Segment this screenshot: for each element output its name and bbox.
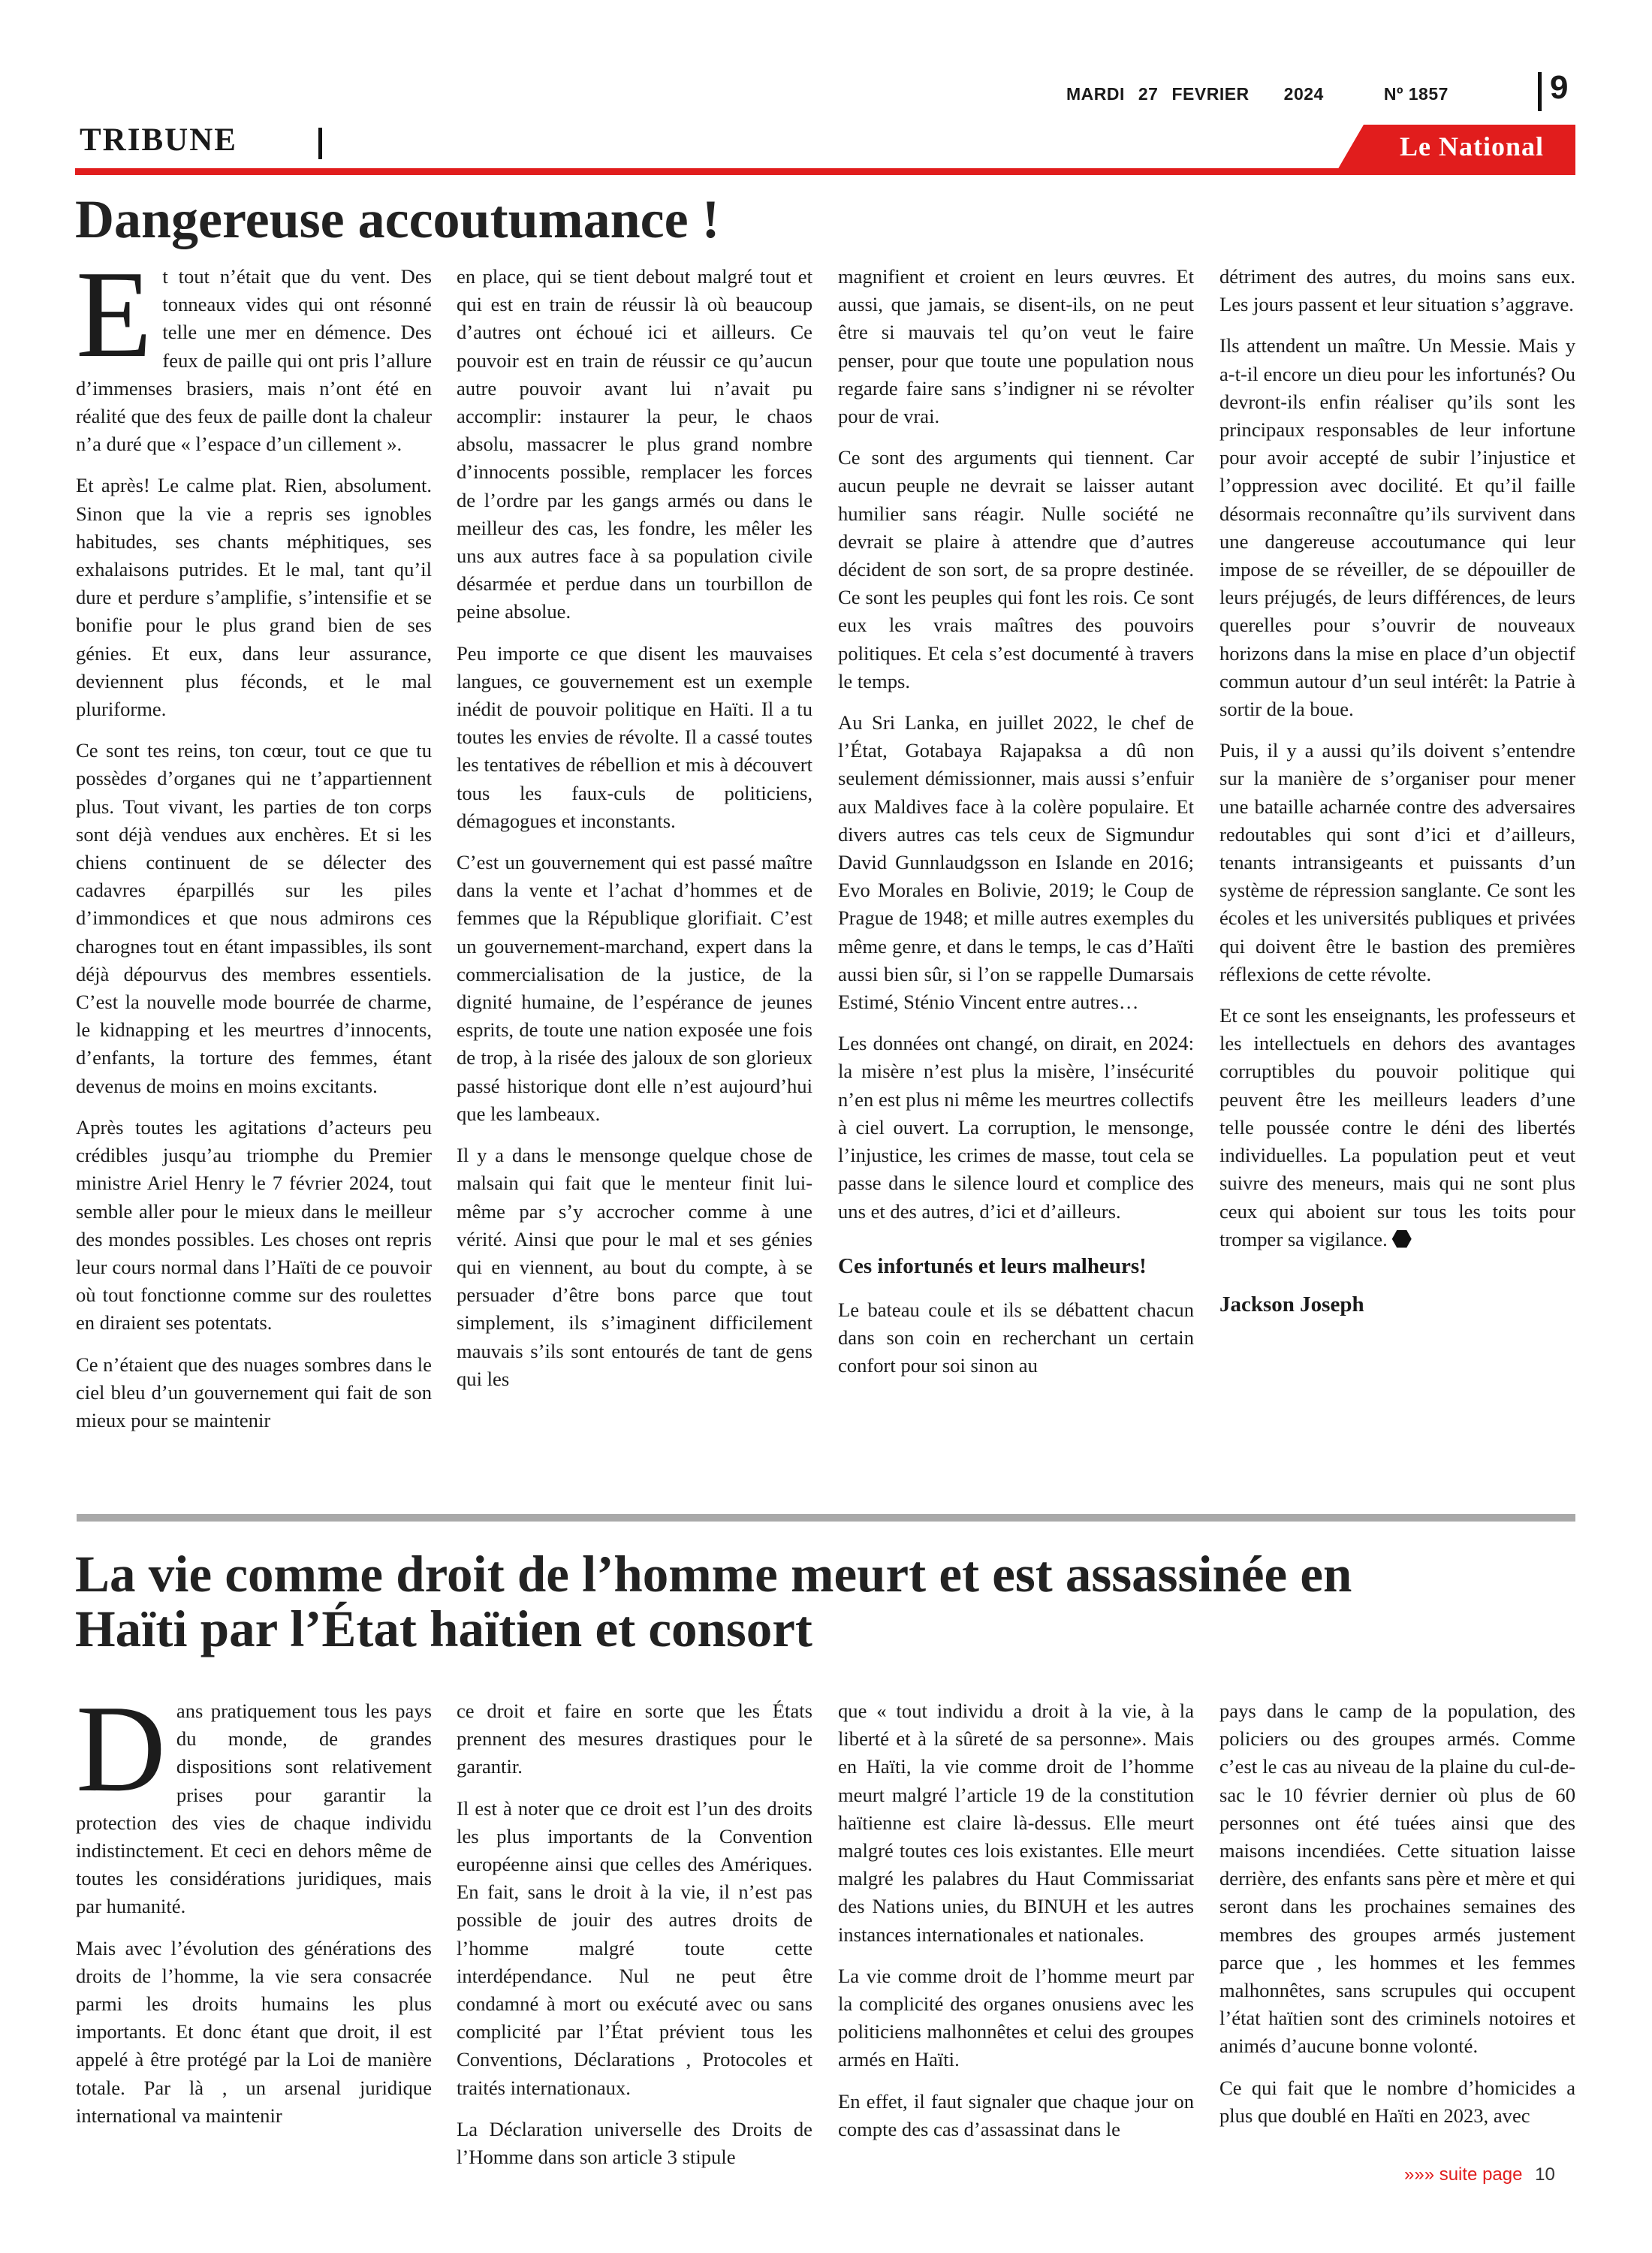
end-mark-icon [1392,1229,1412,1249]
paragraph: Après toutes les agitations d’acteurs peu crédibles jusqu’au triomphe du Premier ministre Ariel Henry le 7 février 2024, tout semble aller pour le mieux dans le meilleur des mondes possibles. Les choses ont repris leur cours normal dans l’Haïti de ce pouvoir où tout fonctionne comme sur des roulettes en diraient ses potentats. [76,1115,432,1335]
subheading: Ces infortunés et leurs malheurs! [838,1253,1147,1278]
paragraph: que « tout individu a droit à la vie, à la liberté et à la sûreté de sa personne». Mais en Haïti, la vie comme droit de l’homme meurt malgré l’article 19 de la constitution haïtienne est claire là-dessus. Elle meurt malgré toutes ces lois existantes. Elle meurt malgré les palabres du Haut Commissariat des Nations unies, du BINUH et les autres instances internationales et nationales. [838,1700,1194,1946]
paragraph: La Déclaration universelle des Droits de l’Homme dans son article 3 stipule [457,2117,812,2169]
section-divider [318,128,322,159]
article-column-4 [1219,1697,1575,2143]
article-column-4 [1219,263,1575,1319]
issue-number: Nº 1857 [1383,84,1449,104]
issue-day: MARDI [1066,84,1125,104]
article-separator [77,1514,1575,1522]
article-column-2 [457,1697,812,2185]
paragraph: Ce qui fait que le nombre d’homicides a plus que doublé en Haïti en 2023, avec [1219,2076,1575,2127]
paragraph: Ce sont tes reins, ton cœur, tout ce que tu possèdes d’organes qui ne t’appartiennent plus. Tout vivant, les parties de ton corps sont déjà vendues aux enchères. Et si les chiens continuent de se délecter des cadavres éparpillés sur les piles d’immondices et que nous admirons ces charognes tout en étant impassibles, ils sont déjà dépourvus des membres essentiels. C’est la nouvelle mode bourrée de charme, le kidnapping et les meurtres d’innocents, d’enfants, la torture des femmes, étant devenus de moins en moins excitants. [76,739,432,1097]
article-column-1 [76,1679,432,2143]
page-number-divider [1538,72,1542,111]
paragraph: Il est à noter que ce droit est l’un des droits les plus importants de la Convention européenne ainsi que celles des Amériques. En fait, sans le droit à la vie, il n’est pas possible de jouir des autres droits de l’homme malgré toute cette interdépendance. Nul ne peut être condamné à mort ou exécuté avec ou sans complicité par l’État prévient tous les Conventions, Déclarations , Protocoles et traités internationaux. [457,1796,812,2099]
author-byline: Jackson Joseph [1219,1292,1364,1317]
paragraph: Mais avec l’évolution des générations des droits de l’homme, la vie sera consacrée parmi les droits humains les plus importants. Et donc étant que droit, il est appelé à être protégé par la Loi de manière totale. Par là , un arsenal juridique international va maintenir [76,1936,432,2127]
brand-name: Le National [1399,131,1544,161]
paragraph: détriment des autres, du moins sans eux. Les jours passent et leur situation s’aggrave. [1219,265,1575,316]
continued-label: »»» suite page [1404,2164,1523,2185]
paragraph: Puis, il y a aussi qu’ils doivent s’entendre sur la manière de s’organiser pour mener une bataille acharnée contre des adversaires redoutables qui sont d’ici et d’ailleurs, tenants intransigeants et puissants d’un système de répression sanglante. Ce sont les écoles et les universités publiques et privées qui doivent être le bastion des premières réflexions de cette révolte. [1219,739,1575,985]
issue-meta [1066,84,1449,104]
paragraph-last [1219,1002,1575,1253]
title-line: Haïti par l’État haïtien et consort [75,1600,812,1658]
issue-date-number: 27 [1138,84,1159,104]
article-column-3 [838,1697,1194,2157]
paragraph: La vie comme droit de l’homme meurt par la complicité des organes onusiens avec les politiciens malhonnêtes et celui des groupes armés en Haïti. [838,1964,1194,2071]
paragraph: Il y a dans le mensonge quelque chose de malsain qui fait que le menteur finit lui-même par s’y accrocher comme à une vérité. Ainsi que pour le mal et ses génies qui en viennent, au bout du compte, à se persuader d’être bons parce que tout simplement, ils s’imaginent difficilement mauvais s’ils sont entourés de tant de gens qui les [457,1144,812,1390]
paragraph-text: Et ce sont les enseignants, les professeurs et les intellectuels en dehors des avantages corruptibles du pouvoir politique qui peuvent être les meilleurs leaders d’une telle poussée contre le déni des libertés individuelles. La population peut et veut suivre des meneurs, mais qui ne sont plus ceux qui aboient sur tous les toits pour tromper sa vigilance. [1219,1004,1575,1250]
paragraph: Ce sont des arguments qui tiennent. Car aucun peuple ne devrait se laisser autant humilier sans réagir. Nulle société ne devrait se plaire à attendre que d’autres décident de son sort, de sa propre destinée. Ce sont les peuples qui font les rois. Ce sont eux les vrais maîtres des pouvoirs politiques. Et cela s’est documenté à travers le temps. [838,446,1194,692]
paragraph: ans pratiquement tous les pays du monde, de grandes dispositions sont relativement prises pour garantir la protection des vies de chaque individu indistinctement. Et ceci en dehors même de toutes les considérations juridiques, mais par humanité. [76,1700,432,1918]
paragraph: Et après! Le calme plat. Rien, absolument. Sinon que la vie a repris ses ignobles habitudes, ses chants méphitiques, ses exhalaisons putrides. Et le mal, tant qu’il dure et perdure s’amplifie, s’intensifie et se bonifie pour le plus grand bien de ses génies. Et eux, dans leur assurance, deviennent plus féconds, et le mal pluriforme. [76,474,432,721]
article-title [75,1547,1352,1657]
paragraph: magnifient et croient en leurs œuvres. Et aussi, que jamais, se disent-ils, on ne peut être si mauvais tel qu’on veut le faire penser, pour que toute une population nous regarde faire sans s’indigner ni se révolter pour de vrai. [838,265,1194,428]
paragraph: Ils attendent un maître. Un Messie. Mais y a-t-il encore un dieu pour les infortunés? Ou devront-ils enfin réaliser qu’ils sont les principaux responsables de leur infortune pour avoir accepté de subir l’injustice et l’oppression avec docilité. Et qu’il faille désormais reconnaître qu’ils survivent dans une dangereuse accoutumance qui leur impose de se réveiller, de se dépouiller de leurs préjugés, de leurs différences, de leurs querelles pour s’ouvrir de nouveaux horizons dans la mise en place d’un objectif commun autour d’un seul intérêt: la Patrie à sortir de la boue. [1219,334,1575,721]
paragraph: en place, qui se tient debout malgré tout et qui est en train de réussir là où beaucoup d’autres ont échoué ici et ailleurs. Ce pouvoir est en train de réussir ce qu’aucun autre pouvoir avant lui n’avait pu accomplir: instaurer la peur, le chaos absolu, massacrer le plus grand nombre d’innocents possible, remplacer les forces de l’ordre par les gangs armés ou dans le meilleur des cas, les fondre, les mêler les uns aux autres face à sa population civile désarmée et perdue dans un tourbillon de peine absolue. [457,265,812,623]
paragraph: pays dans le camp de la population, des policiers ou des groupes armés. Comme c’est le cas au niveau de la plaine du cul-de-sac le 10 février dernier où plus de 60 personnes ont été tuées ainsi que des maisons incendiées. Cette situation laisse derrière, des enfants sans père et mère et qui seront dans les prochaines semaines des membres des groupes armés justement parce que , les hommes et les femmes malhonnêtes, sans scrupules qui occupent l’état haïtien sont des criminels notoires et animés d’aucune bonne volonté. [1219,1700,1575,2058]
paragraph: Les données ont changé, on dirait, en 2024: la misère n’est plus la misère, l’insécurité n’en est plus ni même les meurtres collectifs à ciel ouvert. La corruption, le mensonge, l’injustice, les crimes de masse, tout cela se passe dans le silence lourd et complice des uns et des autres, d’ici et d’ailleurs. [838,1032,1194,1223]
article-column-1 [76,245,432,1448]
page-number: 9 [1550,69,1569,106]
article-column-3 [838,263,1194,1393]
issue-year: 2024 [1283,84,1324,104]
section-label: TRIBUNE [80,122,237,158]
paragraph: Ce n’étaient que des nuages sombres dans le ciel bleu d’un gouvernement qui fait de son mieux pour se maintenir [76,1353,432,1431]
paragraph: En effet, il faut signaler que chaque jour on compte des cas d’assassinat dans le [838,2089,1194,2140]
continued-link[interactable] [1404,2164,1555,2185]
paragraph: Au Sri Lanka, en juillet 2022, le chef de l’État, Gotabaya Rajapaksa a dû non seulement démissionner, mais aussi s’enfuir aux Maldives face à la colère populaire. Et divers autres cas tels ceux de Sigmundur David Gunnlaudgsson en Islande en 2016; Evo Morales en Bolivie, 2019; le Coup de Prague de 1948; et mille autres exemples du même genre, et dans le temps, le cas d’Haïti aussi bien sûr, si l’on se rappelle Dumarsais Estimé, Sténio Vincent entre autres… [838,711,1194,1014]
paragraph: C’est un gouvernement qui est passé maître dans la vente et l’achat d’hommes et de femmes que la République glorifiait. C’est un gouvernement-marchand, expert dans la commercialisation de la justice, de la dignité humaine, de l’espérance de jeunes esprits, de toute une nation exposée une fois de trop, à la risée des jaloux de son glorieux passé historique dont elle n’est aujourd’hui que les lambeaux. [457,851,812,1125]
title-line: La vie comme droit de l’homme meurt et est assassinée en [75,1546,1352,1603]
article-column-2 [457,263,812,1407]
drop-cap: D [76,1679,166,1817]
article-title: Dangereuse accoutumance ! [75,189,720,249]
paragraph: Le bateau coule et ils se débattent chacun dans son coin en recherchant un certain confort pour soi sinon au [838,1298,1194,1377]
continued-page-number: 10 [1535,2164,1555,2185]
paragraph: t tout n’était que du vent. Des tonneaux vides qui ont résonné telle une mer en démence. Des feux de paille qui ont pris l’allure d’immenses brasiers, mais n’ont été en réalité que des feux de paille dont la chaleur n’a duré que « l’espace d’un cillement ». [76,265,432,456]
paragraph: Peu importe ce que disent les mauvaises langues, ce gouvernement est un exemple inédit de pouvoir politique en Haïti. Il a tu toutes les envies de révolte. Il a cassé toutes les tentatives de rébellion et mis à découvert tous les faux-culs de politiciens, démagogues et inconstants. [457,641,812,832]
issue-month: FEVRIER [1171,84,1250,104]
paragraph: ce droit et faire en sorte que les États prennent des mesures drastiques pour le garantir. [457,1700,812,1778]
drop-cap: E [76,245,152,383]
